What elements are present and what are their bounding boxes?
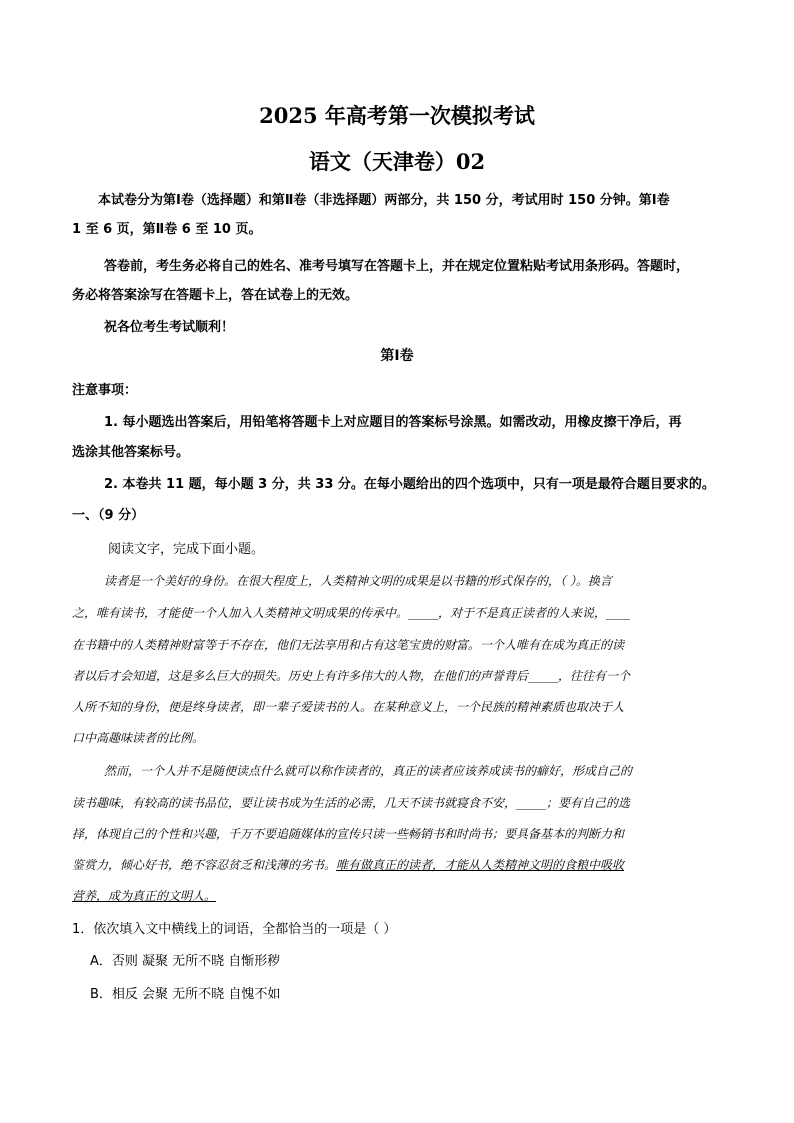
passage-p1-line5: 人所不知的身份，便是终身读者，即一辈子爱读书的人。在某种意义上，一个民族的精神素质也取决于人 bbox=[72, 700, 625, 714]
section-heading: 第Ⅰ卷 bbox=[380, 348, 414, 364]
intro-line-5: 祝各位考生考试顺利！ bbox=[104, 320, 235, 335]
notice-1b: 选涂其他答案标号。 bbox=[72, 445, 190, 460]
passage-p2-line2: 读书趣味，有较高的读书品位，要让读书成为生活的必需，几天不读书就寝食不安，_____；要有自己的选 bbox=[72, 796, 631, 810]
question-1-option-b: B．相反 会聚 无所不晓 自愧不如 bbox=[90, 987, 281, 1002]
intro-line-3: 答卷前，考生务必将自己的姓名、准考号填写在答题卡上，并在规定位置粘贴考试用条形码。答题时， bbox=[104, 259, 690, 274]
exam-title: 2025 年高考第一次模拟考试 bbox=[259, 103, 535, 128]
passage-p2-line4-underlined: 唯有做真正的读者，才能从人类精神文明的食粮中吸收 bbox=[336, 858, 625, 872]
passage-p1-line2: 之，唯有读书，才能使一个人加入人类精神文明成果的传承中。_____，对于不是真正读者的人来说，____ bbox=[72, 606, 631, 620]
passage-p2-line4-plain: 鉴赏力，倾心好书，绝不容忍贫乏和浅薄的劣书。 bbox=[72, 858, 337, 872]
passage-p1-line6: 口中高趣味读者的比例。 bbox=[72, 731, 205, 745]
intro-line-1: 本试卷分为第Ⅰ卷（选择题）和第Ⅱ卷（非选择题）两部分，共 150 分，考试用时 150 分钟。第Ⅰ卷 bbox=[98, 193, 670, 208]
intro-line-4: 务必将答案涂写在答题卡上，答在试卷上的无效。 bbox=[72, 288, 359, 303]
passage-p2-line4 bbox=[72, 856, 624, 873]
intro-line-2: 1 至 6 页，第Ⅱ卷 6 至 10 页。 bbox=[72, 222, 262, 237]
exam-subtitle: 语文（天津卷）02 bbox=[308, 149, 486, 174]
passage-p1-line3: 在书籍中的人类精神财富等于不存在，他们无法享用和占有这笔宝贵的财富。一个人唯有在成为真正的读 bbox=[72, 638, 625, 652]
reading-instruction: 阅读文字，完成下面小题。 bbox=[108, 542, 265, 557]
question-1-stem: 1．依次填入文中横线上的词语，全都恰当的一项是（ ） bbox=[72, 922, 397, 937]
passage-p2-line5: 营养，成为真正的文明人。 bbox=[72, 889, 217, 903]
part-label: 一、（9 分） bbox=[72, 508, 145, 523]
passage-p1-line1: 读者是一个美好的身份。在很大程度上，人类精神文明的成果是以书籍的形式保存的，（ ）。换言 bbox=[104, 574, 612, 588]
passage-p2-line3: 择，体现自己的个性和兴趣，千万不要追随媒体的宣传只读一些畅销书和时尚书；要具备基本的判断力和 bbox=[72, 827, 625, 841]
question-1-option-a: A．否则 凝聚 无所不晓 自惭形秽 bbox=[90, 954, 281, 969]
passage-p1-line4: 者以后才会知道，这是多么巨大的损失。历史上有许多伟大的人物，在他们的声誉背后_____，往往有一个 bbox=[72, 669, 631, 683]
notice-1a: 1. 每小题选出答案后，用铅笔将答题卡上对应题目的答案标号涂黑。如需改动，用橡皮擦干净后，再 bbox=[104, 415, 682, 430]
passage-p2-line1: 然而，一个人并不是随便读点什么就可以称作读者的，真正的读者应该养成读书的癖好，形成自己的 bbox=[104, 764, 633, 778]
notice-label: 注意事项： bbox=[72, 383, 138, 398]
notice-2: 2. 本卷共 11 题，每小题 3 分，共 33 分。在每小题给出的四个选项中，只有一项是最符合题目要求的。 bbox=[104, 477, 715, 492]
